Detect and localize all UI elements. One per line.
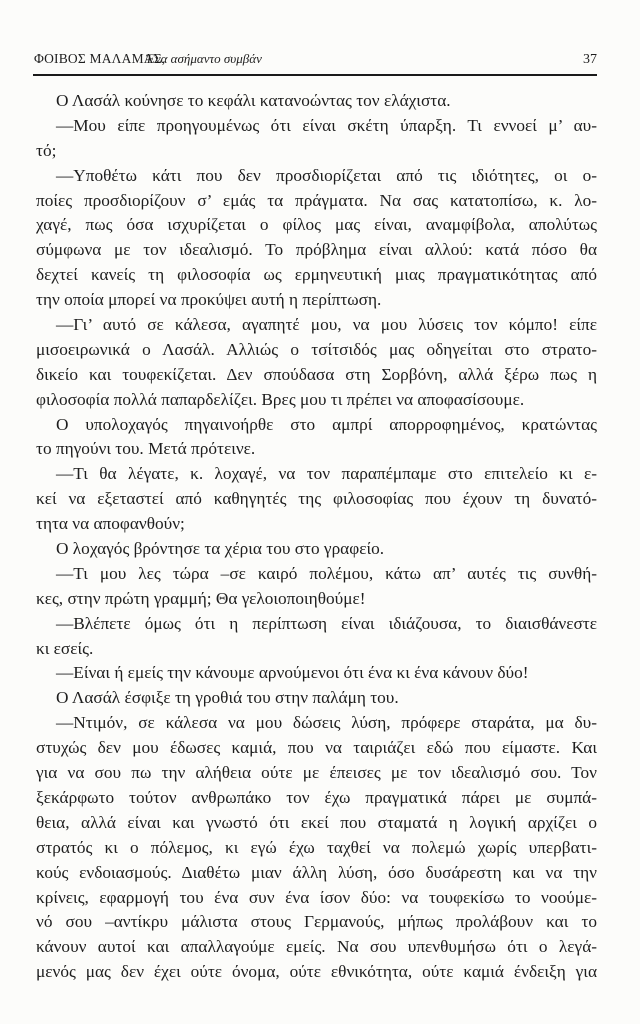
text-line: θεια, αλλά είναι και γνωστό ότι εκεί που σταματά η λογική αρχίζει ο xyxy=(36,812,597,832)
text-line: ξεκάρφωτο τούτον ανθρωπάκο τον έχω πραγματικά πάρει με συμπά- xyxy=(36,787,597,807)
text-line: μενός μας δεν έχει ούτε όνομα, ούτε εθνικότητα, ούτε καμιά ένδειξη για xyxy=(36,962,597,982)
text-line: κρίνεις, εφαρμογή του ένα συν ένα ίσον δύο: να τουφεκίσω το νοούμε- xyxy=(36,887,597,907)
header-author: ΦΟΙΒΟΣ ΜΑΛΑΜΑΣ, xyxy=(34,51,166,66)
text-line: —Βλέπετε όμως ότι η περίπτωση είναι ιδιάζουσα, το διαισθάνεστε xyxy=(56,613,597,633)
paragraph xyxy=(36,537,597,562)
text-line: φιλοσοφία πολλά παπαρδελίζει. Βρες μου τι πρέπει να αποφασίσουμε. xyxy=(36,389,525,409)
text-line: κεί να εξεταστεί από καθηγητές της φιλοσοφίας που έχουν τη δυνατό- xyxy=(36,489,597,509)
paragraph xyxy=(36,164,597,313)
text-line: τό; xyxy=(36,140,57,160)
text-line: ποίες προσδιορίζουν σ’ εμάς τα πράγματα. Να σας κατατοπίσω, κ. λο- xyxy=(36,190,597,210)
text-line: δεχτεί κανείς τη φιλοσοφία ως ερμηνευτική μιας πραγματικότητας από xyxy=(36,265,597,285)
header-rule xyxy=(33,74,597,76)
page-number: 37 xyxy=(583,52,597,67)
paragraph xyxy=(36,711,597,985)
paragraph xyxy=(36,413,597,463)
text-line: σύμφωνα με τον ιδεαλισμό. Το πρόβλημα είναι αλλού: κατά πόσο θα xyxy=(36,240,597,260)
text-line: —Τι μου λες τώρα –σε καιρό πολέμου, κάτω απ’ αυτές τις συνθή- xyxy=(56,563,597,583)
paragraph xyxy=(36,313,597,413)
text-line: κούς ενδοιασμούς. Διαθέτω μιαν άλλη λύση, όσο δυσάρεστη και να την xyxy=(36,862,597,882)
text-line: —Τι θα λέγατε, κ. λοχαγέ, να τον παραπέμπαμε στο επιτελείο κι ε- xyxy=(56,464,597,484)
text-line: Ο Λασάλ κούνησε το κεφάλι κατανοώντας τον ελάχιστα. xyxy=(56,91,451,110)
text-line: κες, στην πρώτη γραμμή; Θα γελοιοποιηθούμε! xyxy=(36,588,366,608)
paragraph xyxy=(36,686,597,711)
paragraph xyxy=(36,462,597,537)
text-line: δικείο και τουφεκίζεται. Δεν σπούδασα στη Σορβόνη, αλλά ξέρω πως η xyxy=(36,364,597,384)
text-line: —Είναι ή εμείς την κάνουμε αρνούμενοι ότι ένα κι ένα κάνουν δύο! xyxy=(56,663,529,683)
text-line: το πηγούνι του. Μετά πρότεινε. xyxy=(36,439,256,459)
paragraph xyxy=(36,114,597,164)
text-line: —Μου είπε προηγουμένως ότι είναι σκέτη ύπαρξη. Τι εννοεί μ’ αυ- xyxy=(56,115,597,135)
header-book-title: Ένα ασήμαντο συμβάν xyxy=(146,51,262,66)
paragraph xyxy=(36,89,597,114)
text-line: μισοειρωνικά ο Λασάλ. Αλλιώς ο τσίτσιδός μας οδηγείται στο στρατο- xyxy=(36,339,597,359)
text-line: —Γι’ αυτό σε κάλεσα, αγαπητέ μου, να μου λύσεις τον κόμπο! είπε xyxy=(56,315,597,335)
paragraph xyxy=(36,562,597,612)
running-header xyxy=(34,49,597,71)
text-line: —Ντιμόν, σε κάλεσα να μου δώσεις λύση, πρόφερε σταράτα, μα δυ- xyxy=(56,713,597,733)
text-line: χαγέ, πως όσα ισχυρίζεται ο φίλος μας είναι, αναμφίβολα, απολύτως xyxy=(36,215,597,235)
text-line: Ο Λασάλ έσφιξε τη γροθιά του στην παλάμη του. xyxy=(56,688,399,708)
text-line: στυχώς δεν μου έδωσες καμιά, που να ταιριάζει εδώ που είμαστε. Και xyxy=(36,738,597,758)
text-line: στρατός κι ο πόλεμος, κι εγώ έχω ταχθεί να πολεμώ χωρίς υπερβατι- xyxy=(36,837,597,857)
text-line: τητα να αποφανθούν; xyxy=(36,514,185,534)
text-line: την οποία μπορεί να προκύψει αυτή η περίπτωση. xyxy=(36,290,382,310)
body-text xyxy=(36,89,597,985)
text-line: κι εσείς. xyxy=(36,638,94,658)
paragraph xyxy=(36,661,597,686)
paragraph xyxy=(36,612,597,662)
text-line: κάνουν αυτοί και απαλλαγούμε εμείς. Να σου υπενθυμήσω ότι ο λεγά- xyxy=(36,937,597,957)
text-line: νό σου –αντίκρυ μάλιστα στους Γερμανούς, μήπως προλάβουν και το xyxy=(36,912,597,932)
text-line: —Υποθέτω κάτι που δεν προσδιορίζεται από τις ιδιότητες, οι ο- xyxy=(56,165,597,185)
text-line: Ο υπολοχαγός πηγαινοήρθε στο αμπρί απορροφημένος, κρατώντας xyxy=(56,414,597,434)
text-line: Ο λοχαγός βρόντησε τα χέρια του στο γραφείο. xyxy=(56,539,385,559)
text-line: για να σου πω την αλήθεια ούτε με έπεισες με τον ιδεαλισμό σου. Τον xyxy=(36,763,597,783)
